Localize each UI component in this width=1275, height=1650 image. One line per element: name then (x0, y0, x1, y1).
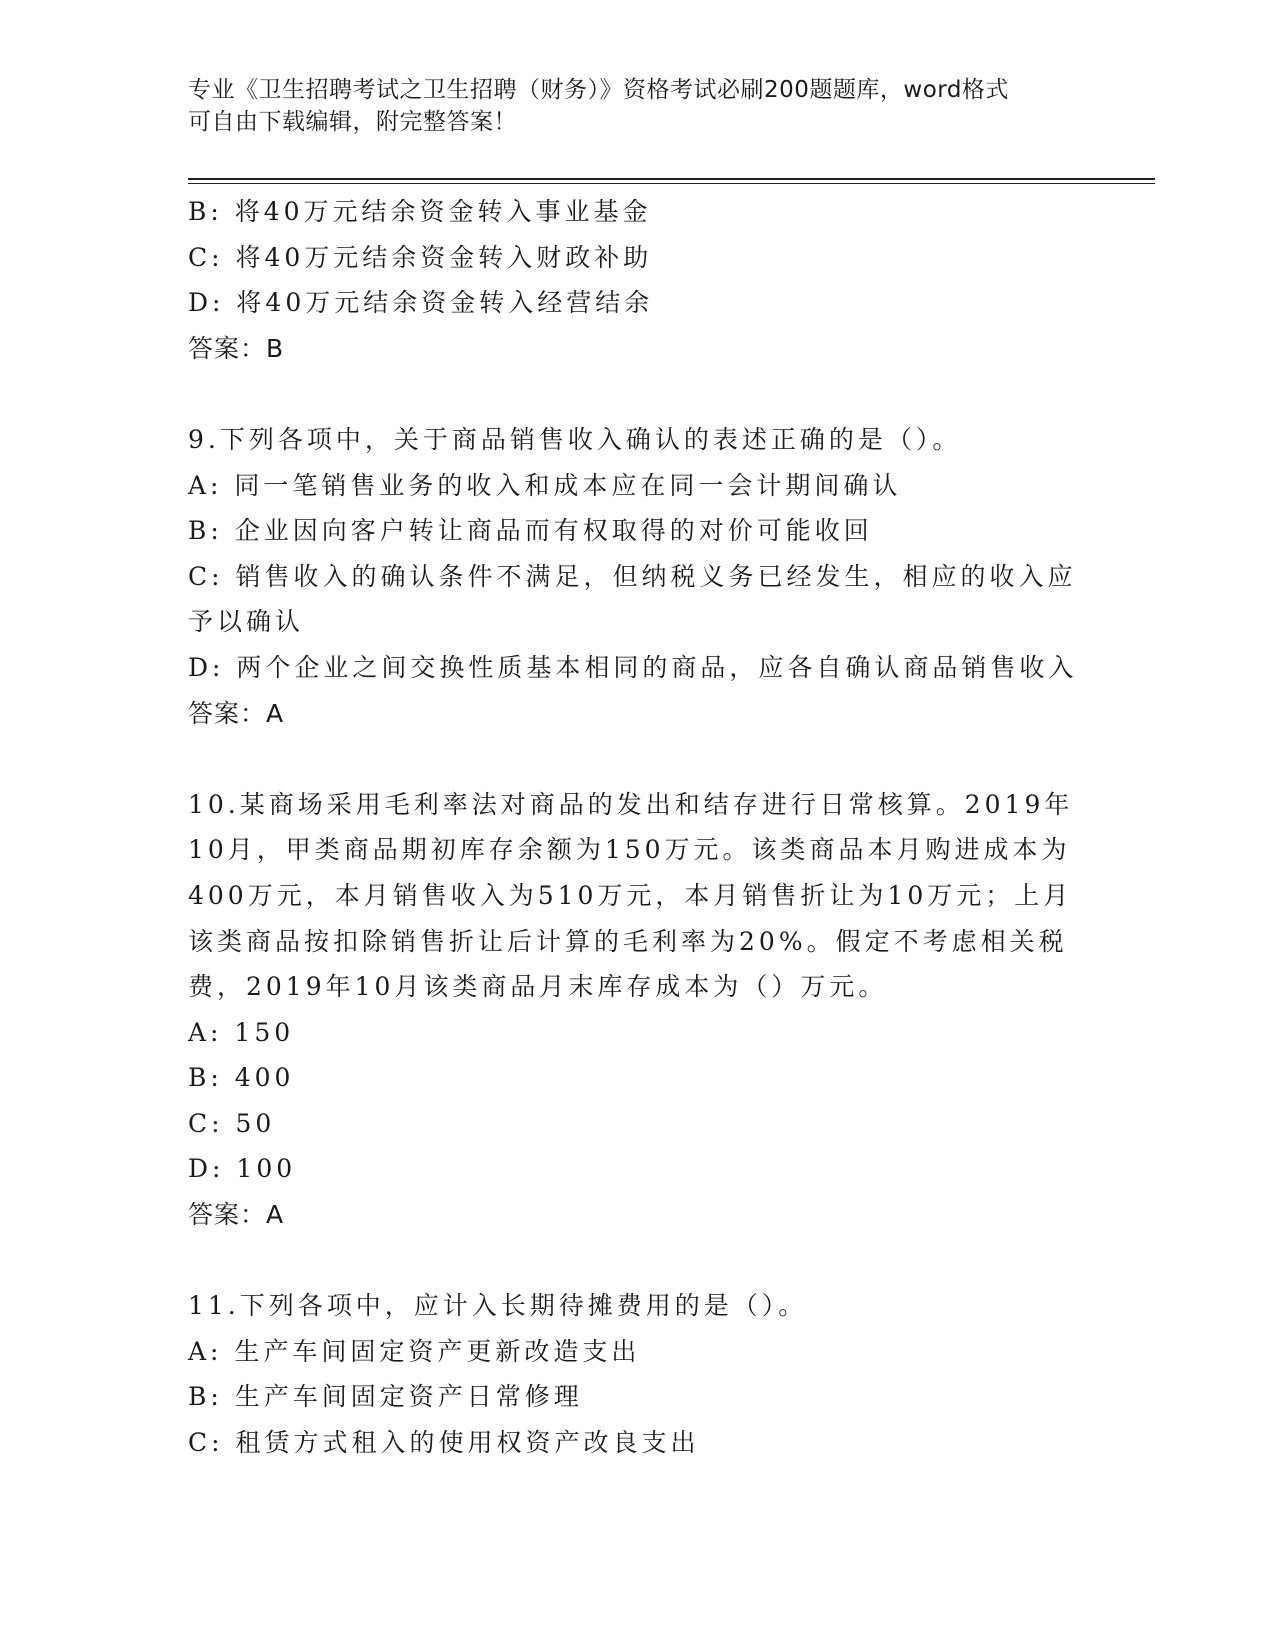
document-body (188, 189, 1088, 1466)
option-d: D: 100 (188, 1154, 297, 1184)
question-11 (188, 1283, 1088, 1465)
question-stem-line-4: 该类商品按扣除销售折让后计算的毛利率为20%。假定不考虑相关税 (188, 926, 1068, 956)
question-stem-line-1: 10.某商场采用毛利率法对商品的发出和结存进行日常核算。2019年 (188, 789, 1074, 819)
question-stem-line-5: 费，2019年10月该类商品月末库存成本为（）万元。 (188, 972, 888, 1002)
option-c: C: 50 (188, 1108, 276, 1138)
option-d: D: 两个企业之间交换性质基本相同的商品，应各自确认商品销售收入 (188, 652, 1078, 682)
header-title-line-1: 专业《卫生招聘考试之卫生招聘（财务）》资格考试必刷200题题库，word格式 (188, 77, 1009, 103)
answer-line: 答案：A (188, 1200, 285, 1230)
option-a: A: 同一笔销售业务的收入和成本应在同一会计期间确认 (188, 470, 902, 500)
spacer (188, 736, 1088, 782)
question-8-continuation (188, 189, 1088, 371)
option-c: C: 将40万元结余资金转入财政补助 (188, 242, 653, 272)
header-title-line-2: 可自由下载编辑，附完整答案！ (188, 109, 517, 135)
option-c-continued: 予以确认 (188, 607, 305, 637)
option-d: D: 将40万元结余资金转入经营结余 (188, 288, 654, 318)
header-rule-thick (188, 178, 1155, 180)
document-header (188, 74, 1088, 138)
question-stem-line-3: 400万元，本月销售收入为510万元，本月销售折让为10万元；上月 (188, 880, 1073, 910)
option-a: A: 生产车间固定资产更新改造支出 (188, 1336, 641, 1366)
option-c: C: 销售收入的确认条件不满足，但纳税义务已经发生，相应的收入应 (188, 561, 1077, 591)
question-stem-line-2: 10月，甲类商品期初库存余额为150万元。该类商品本月购进成本为 (188, 835, 1071, 865)
option-a: A: 150 (188, 1017, 295, 1047)
question-10 (188, 782, 1088, 1238)
question-stem: 11.下列各项中，应计入长期待摊费用的是（）。 (188, 1291, 808, 1321)
option-b: B: 生产车间固定资产日常修理 (188, 1382, 583, 1412)
option-b: B: 将40万元结余资金转入事业基金 (188, 197, 652, 226)
answer-line: 答案：B (188, 333, 285, 363)
spacer (188, 1238, 1088, 1284)
option-b: B: 400 (188, 1063, 295, 1093)
answer-line: 答案：A (188, 698, 285, 728)
header-rule-thin (188, 183, 1155, 184)
question-stem: 9.下列各项中，关于商品销售收入确认的表述正确的是（）。 (188, 424, 962, 454)
option-c: C: 租赁方式租入的使用权资产改良支出 (188, 1428, 700, 1458)
option-b: B: 企业因向客户转让商品而有权取得的对价可能收回 (188, 516, 873, 546)
question-9 (188, 417, 1088, 736)
spacer (188, 371, 1088, 417)
